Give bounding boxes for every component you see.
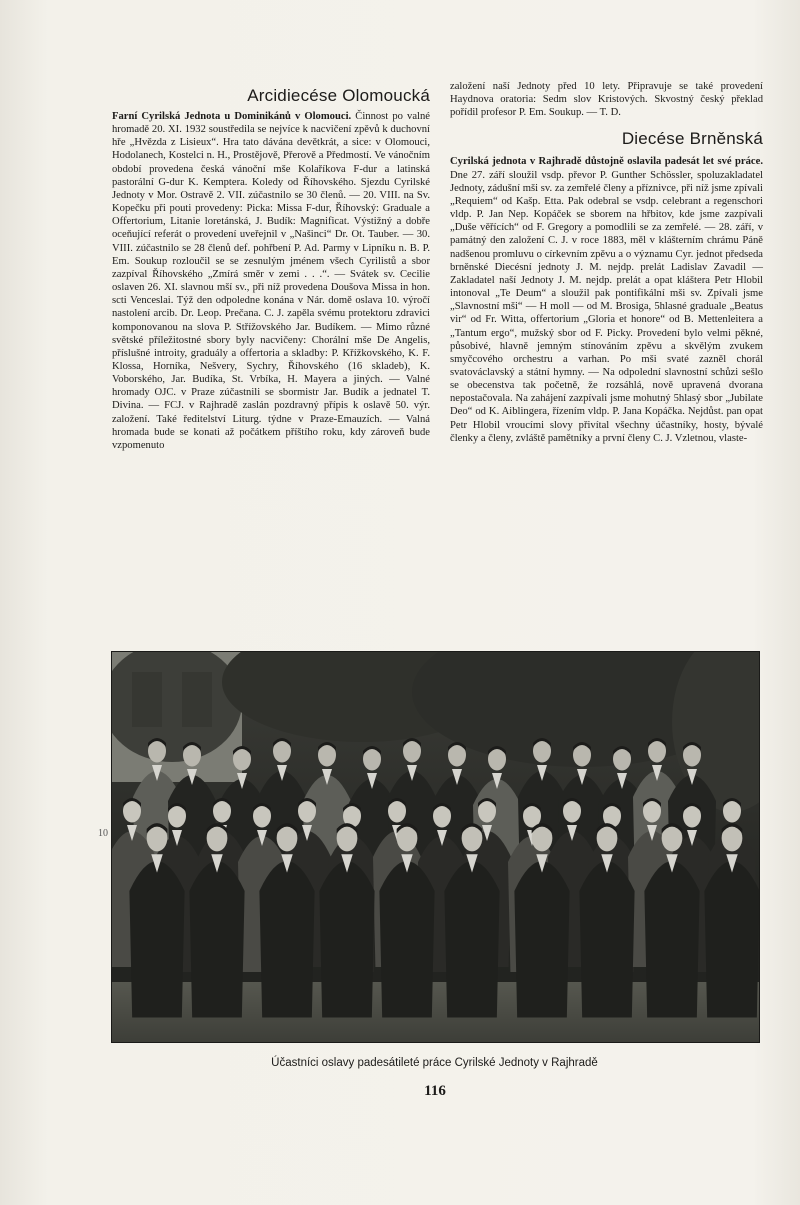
olomouc-report-continuation: založení naší Jednoty před 10 lety. Připravuje se také provedení Haydnova oratoria: Sedm slov Kristových. Skvostný český překlad pořídil profesor P. Em. Soukup. — T. D. (450, 81, 763, 119)
rajhrad-report (450, 155, 763, 444)
olomouc-report-body: Činnost po valné hromadě 20. XI. 1932 soustředila se nejvíce k nacvičení zpěvů k duchovní hře „Hvězda z Lisieux“. Hra tato dávána devětkrát, a sice: v Olomouci, Hodolanech, Kostelci n. H., Prostějově, Přerově a Předmostí. Ve vánočním období provedena česká vánoční mše Kolaříkova F-dur a latinská pastorální G-dur K. Kemptera. Koledy od Říhovského. Sjezdu Cyrilské Jednoty v Mor. Ostravě 2. VII. zúčastnilo se 30 členů. — 20. VIII. na Sv. Kopečku při pouti provedeny: Picka: Missa F-dur, Říhovský: Graduale a Offertorium, Litanie loretánská, J. Budík: Magnificat. Výstižný a dobře oceňující referát o provedení uveřejnil v „Našinci“ Dr. Ot. Tauber. — 30. VIII. zúčastnilo se 28 členů def. pohřbení P. Ad. Parmy v Lipníku n. B. P. Em. Soukup rozloučil se se zesnulým jménem všech Cyrilistů a sbor zazpíval Říhovského „Zmírá směr v zemi . . .“. — Svátek sv. Cecilie oslaven 26. XI. slavnou mší sv., při níž provedena Doušova Missa in hon. scti Venceslai. Týž den odpoledne konána v Nár. domě oslava 10. výročí nastolení arcib. Dr. Leop. Prečana. C. J. zapěla svému protektoru zdravici komponovanou na slova P. Střížovského Jar. Budíkem. — Mimo různé světské příležitostné sbory byly nacvičeny: Chorální mše De Angelis, příslušné introity, graduály a offertoria a skladby: P. Křížkovského, K. F. Klossa, Horníka, Nešvery, Sychry, Říhovského (16 skladeb), K. Voborského, Jar. Budíka, St. Vrbíka, H. Mayera a jiných. — Valné hromady OJC. v Praze zúčastnili se sbormistr Jar. Budík a jednatel T. Divina. — FCJ. v Rajhradě zaslán pozdravný přípis k oslavě 50. výr. založení. Také ředitelství Liturg. týdne v Praze-Emauzích. — Valná hromada bude se konati až počátkem příštího roku, kdy zároveň bude vzpomenuto (112, 111, 430, 451)
left-column (112, 84, 430, 452)
diocese-brno-heading: Diecése Brněnská (621, 129, 763, 149)
margin-mark: 10 (98, 828, 108, 839)
right-column (450, 80, 763, 445)
rajhrad-report-lead: Cyrilská jednota v Rajhradě důstojně oslavila padesát let své práce. (450, 156, 763, 168)
page-number: 116 (424, 1083, 446, 1099)
olomouc-report-lead: Farní Cyrilská Jednota u Dominikánů v Olomouci. (112, 111, 352, 122)
archdiocese-olomouc-heading: Arcidiecése Olomoucká (247, 86, 430, 105)
group-photo (111, 651, 760, 1043)
photo-caption: Účastníci oslavy padesátileté práce Cyrilské Jednoty v Rajhradě (271, 1057, 598, 1069)
rajhrad-report-body: Dne 27. září sloužil vsdp. převor P. Gunther Schössler, spoluzakladatel Jednoty, zádušní mši sv. za zemřelé členy a příznivce, při níž jsme zpívali „Requiem“ od Kašp. Etta. Pak odebral se vsdp. celebrant a regenschori vldp. P. Jan Nep. Kopáček se sborem na hřbitov, kde jsme zazpívali „Duše věřících“ od F. Gregory a pomodlili se za zemřelé. — 28. září, v památný den založení C. J. v roce 1883, měl v klášterním chrámu Páně nadšenou promluvu o církevním zpěvu a o významu Cyr. jednot předseda brněnské Diecésní jednoty J. M. nejdp. prelát Ladislav Zavadil — Zakladatel naší Jednoty J. M. nejdp. prelát a opat klášterа Petr Hlobil intonoval „Te Deum“ a sloužil pak pontifikální mši sv. Zpívali jsme „Slavnostní mši“ — H moll — od M. Brosiga, 5hlasné graduale „Beatus vir“ od Fr. Witta, offertorium „Gloria et honore“ od B. Mettenleitera a „Tantum ergo“, mužský sbor od F. Picky. Provedení bylo velmi pěkné, působivé, hlavně jemným stínováním zpěvu a skvělým zvukem smyčcového orchestru a varhan. Po mši svaté zazněl chorál svatováclavský a státní hymny. — Na odpolední slavnostní schůzi sešlo se obecenstva tak početně, že rozsáhlá, nově upravená dvorana nepostačovala. Na zahájení zazpívali jsme mohutný 5hlasý sbor „Jubilate Deo“ od K. Aiblingera, řízením vldp. P. Jana Kopáčka. Nejdůst. pan opat Petr Hlobil vroucími slovy přivítal všechny účastníky, hosty, bývalé členky a členy, zvláště pamětníky a první členy C. J. Vzletnou, vlaste- (450, 169, 763, 444)
olomouc-report (112, 110, 430, 452)
group-photo-illustration (112, 652, 759, 1042)
